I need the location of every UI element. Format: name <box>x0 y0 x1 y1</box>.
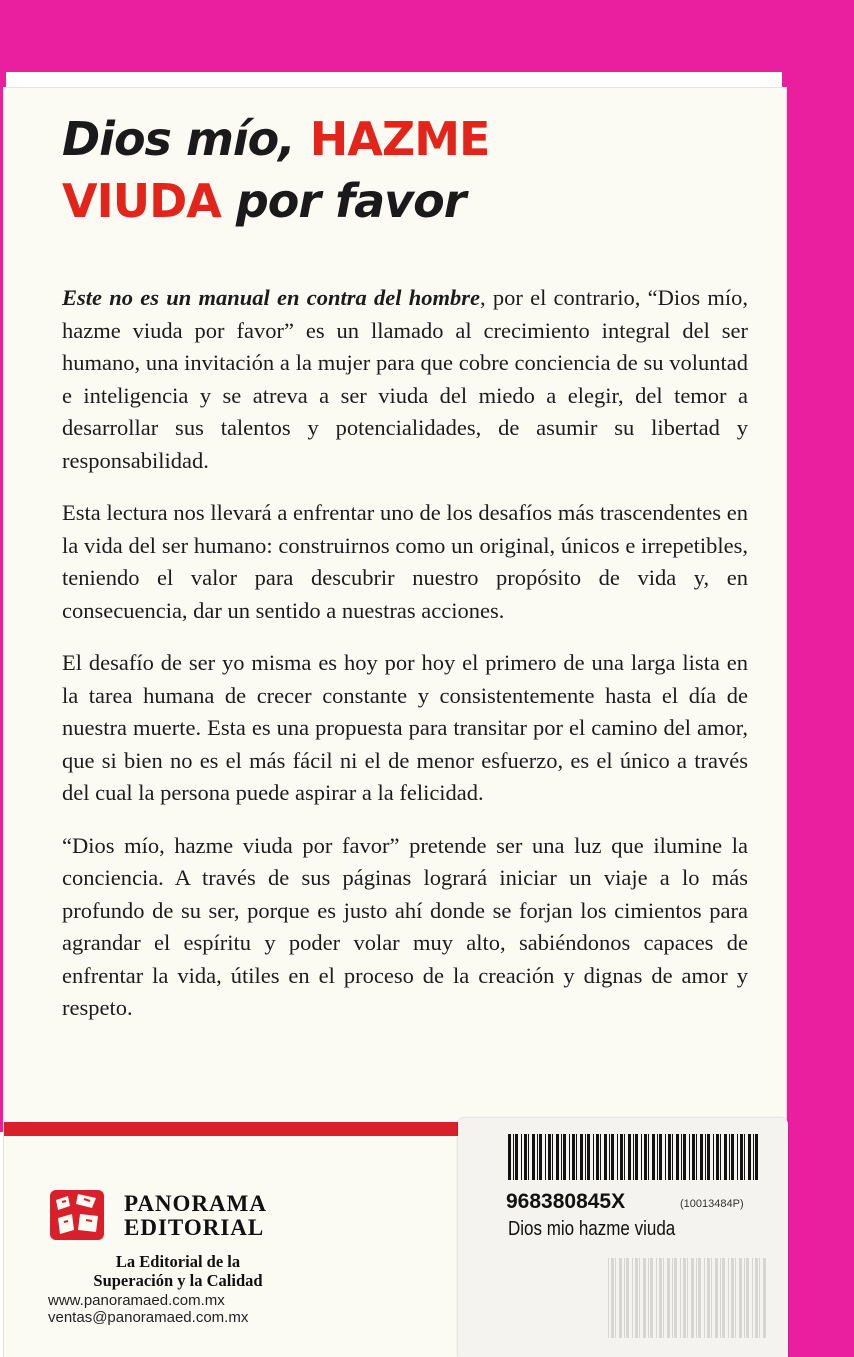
title-red-1: HAZME <box>309 112 490 166</box>
publisher-email: ventas@panoramaed.com.mx <box>48 1309 249 1326</box>
publisher-name-line-1: PANORAMA <box>124 1191 267 1216</box>
paragraph-4: “Dios mío, hazme viuda por favor” pretende ser una luz que ilumine la conciencia. A través de sus páginas logrará iniciar un viaje a lo más profundo de su ser, porque es justo ahí donde se forjan los cimientos para agrandar el espíritu y poder volar muy alto, sabiéndonos capaces de enfrentar la vida, útiles en el proceso de la creación y dignas de amor y respeto. <box>62 832 748 1020</box>
paragraph-1-lead: Este no es un manual en contra del hombre <box>62 285 480 310</box>
publisher-contact <box>48 1292 248 1326</box>
book-title <box>62 108 542 232</box>
publisher-name-line-2: EDITORIAL <box>124 1215 265 1240</box>
paragraph-3: El desafío de ser yo misma es hoy por hoy el primero de una larga lista en la tarea humana de crecer constante y consistentemente hasta el día de nuestra muerte. Esta es una propuesta para transitar por el camino del amor, que si bien no es el más fácil ni el de menor esfuerzo, es el único a través del cual la persona puede aspirar a la felicidad. <box>62 650 748 805</box>
pink-right-border <box>782 0 854 1357</box>
publisher-logo-icon <box>48 1186 106 1244</box>
isbn-number: 968380845X <box>506 1190 626 1213</box>
paragraph-2: Esta lectura nos llevará a enfrentar uno de los desafíos más trascendentes en la vida del ser humano: construirnos como un original, únicos e irrepetibles, teniendo el valor para descubrir nuestro propósito de vida y, en consecuencia, dar un sentido a nuestras acciones. <box>62 500 748 623</box>
tagline-line-2: Superación y la Calidad <box>93 1271 263 1290</box>
publisher-tagline <box>48 1252 308 1290</box>
publisher-name <box>124 1192 267 1240</box>
publisher-website: www.panoramaed.com.mx <box>48 1292 225 1309</box>
red-divider <box>4 1122 458 1136</box>
inventory-code: (10013484P) <box>680 1198 744 1210</box>
title-part-1: Dios mío, <box>62 112 310 166</box>
tagline-line-1: La Editorial de la <box>115 1252 241 1271</box>
title-red-2: VIUDA <box>62 174 221 228</box>
pink-top-border <box>0 0 854 72</box>
barcode-sticker <box>458 1118 788 1357</box>
synopsis <box>62 282 748 1045</box>
faint-barcode-icon <box>608 1258 768 1338</box>
sticker-title: Dios mio hazme viuda <box>508 1218 676 1240</box>
title-part-2: por favor <box>220 174 466 228</box>
paragraph-1 <box>62 282 748 477</box>
paragraph-1-rest: , por el contrario, “Dios mío, hazme viuda por favor” es un llamado al crecimiento integral del ser humano, una invitación a la mujer para que cobre conciencia de su voluntad e inteligencia y se atreva a ser viuda del miedo a elegir, del temor a desarrollar sus talentos y potencialidades, de asumir su libertad y responsabilidad. <box>62 285 748 473</box>
